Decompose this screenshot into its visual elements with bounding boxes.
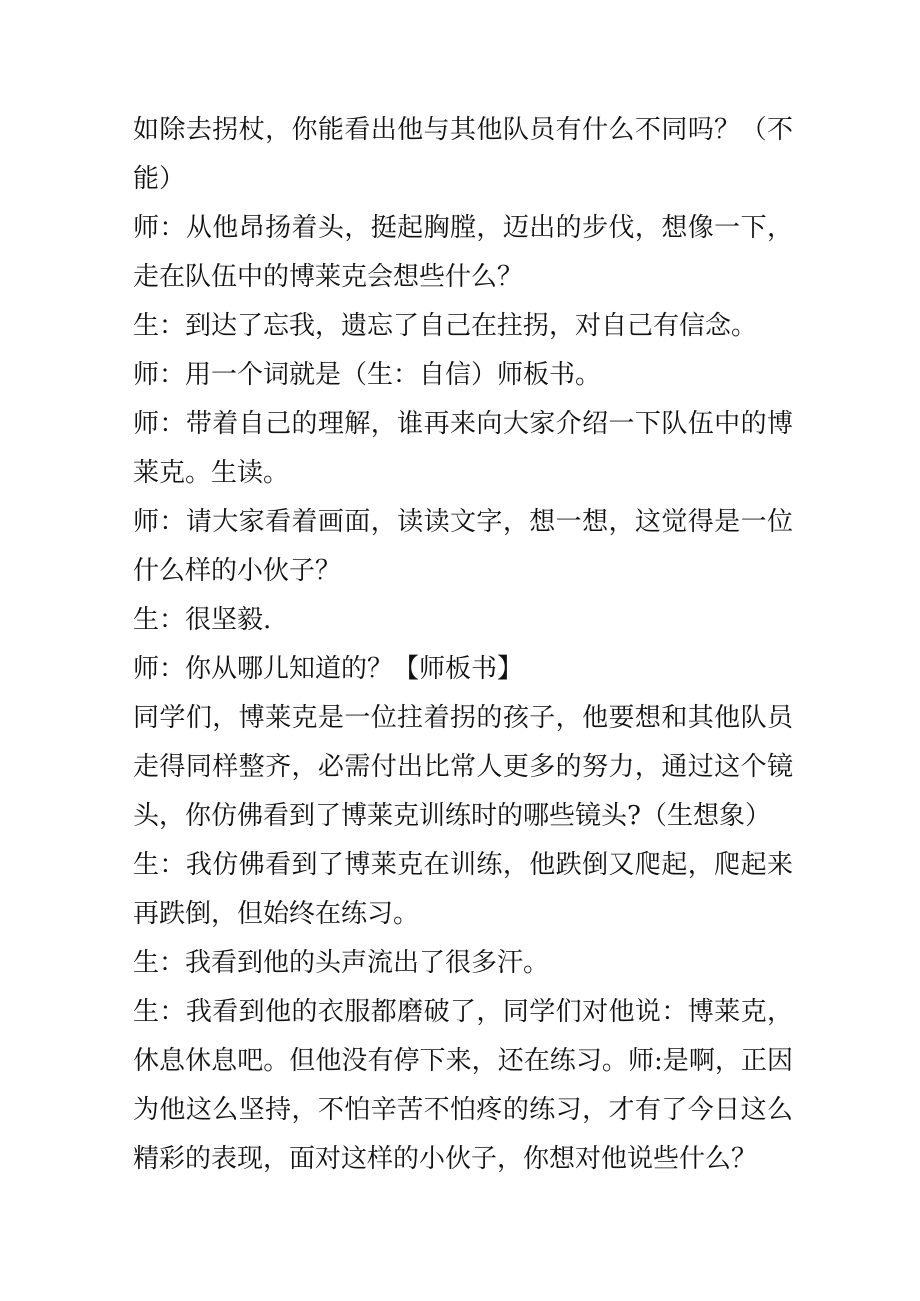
paragraph-11: 生：我看到他的头声流出了很多汗。 (133, 948, 550, 978)
paragraph-9: 同学们，博莱克是一位拄着拐的孩子，他要想和其他队员走得同样整齐，必需付出比常人更多的努力，通过这个镜头，你仿佛看到了博莱克训练时的哪些镜头?（生想象） (133, 703, 793, 831)
paragraph-6: 师：请大家看着画面，读读文字，想一想，这觉得是一位什么样的小伙子？ (133, 507, 793, 586)
document-body (133, 106, 793, 1184)
paragraph-1: 如除去拐杖，你能看出他与其他队员有什么不同吗？（不能） (133, 115, 793, 194)
paragraph-2: 师：从他昂扬着头，挺起胸膛，迈出的步伐，想像一下，走在队伍中的博莱克会想些什么？ (133, 213, 793, 292)
paragraph-7: 生：很坚毅. (133, 605, 272, 635)
paragraph-10: 生：我仿佛看到了博莱克在训练，他跌倒又爬起，爬起来再跌倒，但始终在练习。 (133, 850, 793, 929)
paragraph-4: 师：用一个词就是（生：自信）师板书。 (133, 360, 602, 390)
paragraph-8: 师：你从哪儿知道的？【师板书】 (133, 654, 524, 684)
paragraph-5: 师：带着自己的理解，谁再来向大家介绍一下队伍中的博莱克。生读。 (133, 409, 793, 488)
paragraph-12: 生：我看到他的衣服都磨破了，同学们对他说：博莱克，休息休息吧。但他没有停下来，还在练习。师:是啊，正因为他这么坚持，不怕辛苦不怕疼的练习，才有了今日这么精彩的表现，面对这样的小伙子，你想对他说些什么？ (133, 997, 793, 1174)
paragraph-3: 生：到达了忘我，遗忘了自己在拄拐，对自己有信念。 (133, 311, 758, 341)
